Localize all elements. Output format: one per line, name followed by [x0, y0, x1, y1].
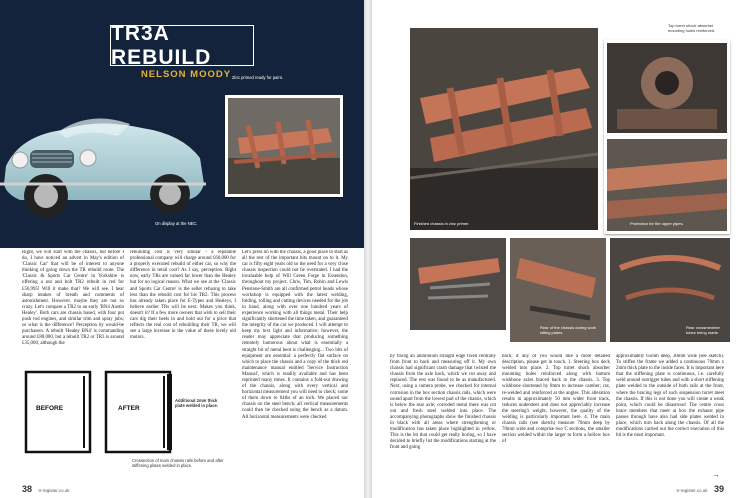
- left-footer: [22, 484, 70, 494]
- diagram-after-label: AFTER: [118, 405, 140, 412]
- zinc-primed-photo: [225, 95, 343, 197]
- chassis-workshop-image: [410, 28, 598, 230]
- body-column-1: [22, 250, 124, 360]
- body-column-2: [130, 250, 236, 360]
- diagram-caption: Crossection of main chassis rails before and after stiffening plates welded in place.: [132, 458, 224, 468]
- caption-top-turret: Top turret shock absorber mounting holes reinforced.: [668, 23, 716, 33]
- body-column-6: [616, 354, 724, 480]
- diagram-before-label: BEFORE: [36, 405, 64, 412]
- cross-member-photo: [410, 238, 506, 330]
- title-box: [110, 21, 254, 69]
- upper-pipes-image: [607, 139, 727, 231]
- chassis-primer-image: [228, 98, 340, 194]
- caption-rear-chassis: Rear of the chassis during work sitting plates.: [540, 325, 597, 335]
- body-text-5: back; if any of you would like a more detailed description, please get in touch. 1. Steering box deck welded into place. 2. Top turret shock absorber mounting holes reinforced along with bottom wishbone axles braced back to the chassis. 3. Top wishbone shortened by 8mm to increase camber; cut, re-welded and reinforced at the angles. This alteration results in approximately 50 mm wider front track, reduces understeer and does not appreciably increase the steering's weight, however, the quality of the welding is particularly important here. 4. The main chassis rails (see sketch) measure 70mm deep by 70mm wide and comprise two C sections, the smaller section welded within the larger to form a hollow box of: [502, 354, 610, 445]
- upper-pipes-photo: [604, 136, 730, 234]
- caption-finished-chassis: Finished chassis in zinc primer.: [414, 221, 470, 226]
- caption-rear-crossmember: Rear crossmember tubes being made.: [686, 325, 721, 335]
- body-text-6: approximately 65mm deep, 30mm wide (see sketch). To stiffen the frame we added a continuous 70mm x 2mm thick plate to the inside faces. It is important here that the stiffening plate is continuous, i.e. carefully weld around outrigger tubes and with a short stiffening plate welded to the outside of both rails at the front, where the bracing legs of such suspension turret meet the chassis. If this is not done you will create a weak point, which could be disastrous! The centre cross brace members that meet at box the exhaust pipe passes through have also had side plates welded in place, which turn back along the chassis. Of all the modifications carried out the correct execution of this bit is the most important.: [616, 354, 724, 439]
- right-footer: [676, 484, 724, 494]
- article-title: TR3A REBUILD: [111, 21, 212, 69]
- right-footer-url: tr-register.co.uk: [676, 488, 708, 493]
- diagram-note: Additional 2mm thick plate welded in place.: [175, 398, 219, 408]
- spread-gutter: [364, 0, 372, 498]
- turret-photo: [604, 40, 730, 136]
- caption-upper-pipes: Protection for the upper pipes.: [630, 221, 684, 226]
- left-footer-url: tr-register.co.uk: [38, 488, 70, 493]
- article-author: NELSON MOODY: [140, 69, 232, 80]
- right-page: [372, 0, 736, 498]
- continue-arrow-icon: →: [712, 470, 720, 479]
- right-page-number: 39: [713, 484, 724, 494]
- caption-zinc-primed: Zinc primed ready for paint.: [232, 75, 283, 80]
- body-text-1: Right, we will start with the chassis, but before I do, I have noticed an advert in May's edition of 'Classic Car' that will be of interest to anyone thinking of going down the TR rebuild route. The 'Classic & Sports Car Centre' in Yorkshire is offering a nut and bolt TR2 rebuilt in red for £56,995! Will it make that? We will see. I hear sharp intakes of breath and comments of astonishment. However, maybe they are not so crazy. Let's compare a TR2 to an early 'BN4 Austin Healey'. Both cars are chassis based, with four pot push rod engines, and similar trim and spray jobs; so what is the difference? Perception by would-be purchasers. A rebuilt 'Healey BN4' is commanding around £80,000, but a rebuilt TR2 or TR3 is around £35,000, although the: [22, 250, 124, 347]
- cross-member-image: [410, 238, 506, 330]
- left-page-number: 38: [22, 484, 33, 494]
- body-column-5: [502, 354, 610, 484]
- finished-chassis-photo: [410, 28, 598, 230]
- turret-image: [607, 43, 727, 133]
- caption-nec: On display at the NEC.: [155, 221, 198, 226]
- caption-cross-member: New cross member tubes.: [416, 337, 463, 342]
- body-column-4: [390, 354, 496, 484]
- body-text-4: by fixing an aluminium straight edge fixed centrally from front to back and measuring off it. My own chassis had significant crash damage that twisted the chassis from the axle back, which we cut away and replaced. The rest was found to be as manufactured. Next, using a camera probe, we checked for internal corrosion in the box section chassis rails, which were sound apart from the lowest part of the chassis, which is below the rear axle; corroded metal there was cut out and fresh steel welded into place. The accompanying photographs show the finished chassis in black with all areas where strengthening or modification has taken place highlighted in yellow. This is the bit that could get really boring, so I have decided to briefly list the modifications starting at the front and going: [390, 354, 496, 451]
- body-text-2: rebuilding cost is very similar - a reputable professional company will charge around £60,000 for a properly executed rebuild of either car, so why the difference in retail cost? As I say, perception. Right now, early TRs are valued far lower than the Healey but for no logical reason. What we see at the 'Classic and Sports Car Centre' is the seller refusing to take less than the rebuild cost for his TR2. This process has already taken place for E-Types and Healeys, I believe earlier TRs will be next. Makes you think, doesn't it? If a few more owners that wish to sell their cars dig their heels in and hold out for a price that reflects the real cost of rebuilding their TR, we will see a large increase in the value of these lovely old motors.: [130, 250, 236, 341]
- car-photo: [0, 88, 210, 220]
- body-column-3: [242, 250, 348, 478]
- body-text-3: Let's press on with the chassis, a good place to start as all the rest of the important bits mount on to it. My car is fifty eight years old so the need for a very close chassis inspection could not be overstated. I had the invaluable help of Will Green Forge in Essendon, throughout my project. Chris, Tim, Robin and Lewis Penstone-Smith are all confirmed petrol heads whose workshop is equipped with the latest welding, folding, rolling and cutting devices needed for the job in hand, along with over one hundred years of experience working with all things metal. Their help significantly shortened the time taken, and guaranteed the integrity of the car we produced. I will attempt to keep my text light and informative; however, the reader may appreciate that producing something remotely humorous about what is essentially a straight bit of metal bent is challenging... Two bits of equipment are essential: a perfectly flat surface on which to place the chassis and a copy of the thick red maintenance manual entitled 'Service Instruction Manual', which is readily available and has been reprinted many times. It contains a fold-out drawing of the chassis, along with every vertical and horizontal measurement you will need to check; some of them down to 64ths of an inch. We placed our chassis on the steel bench; all vertical measurements could then be checked using the bench as a datum. All horizontal measurements were checked: [242, 250, 348, 420]
- left-page: [0, 0, 364, 498]
